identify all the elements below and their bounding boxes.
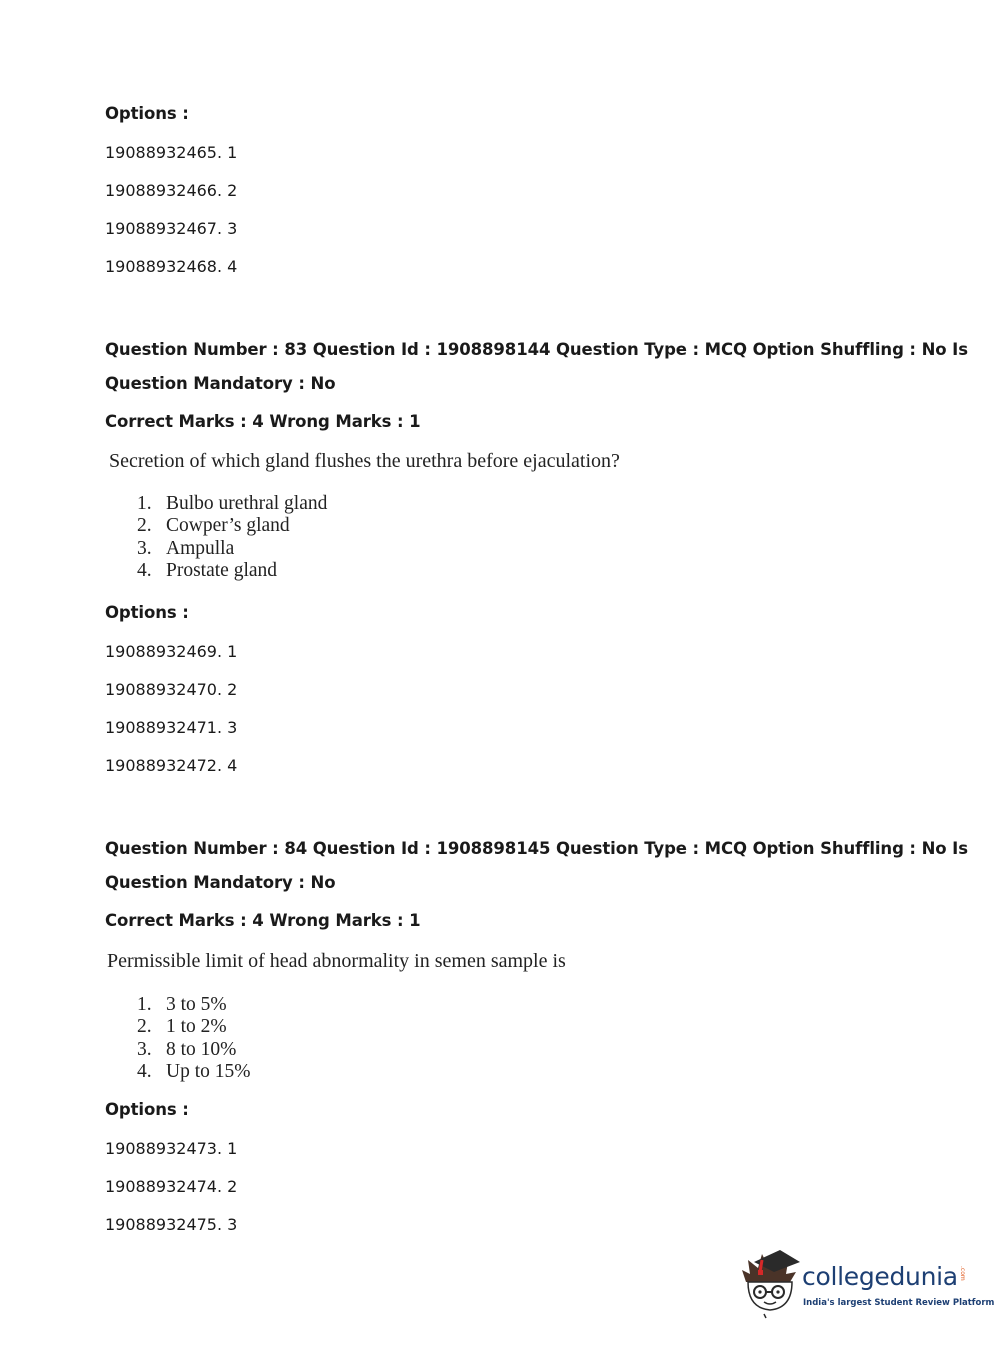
logo-tagline: India's largest Student Review Platform [803, 1298, 995, 1308]
answer-choices [137, 994, 251, 1083]
logo-wordmark: collegedunia [802, 1262, 958, 1291]
option-item: 19088932475. 3 [105, 1215, 238, 1234]
options-label: Options : [105, 1100, 189, 1119]
option-item: 19088932465. 1 [105, 143, 238, 162]
option-item: 19088932474. 2 [105, 1177, 238, 1196]
answer-choice: 4. Up to 15% [137, 1060, 251, 1082]
question-header: Question Number : 83 Question Id : 1908898144 Question Type : MCQ Option Shuffling : No Is [105, 340, 968, 359]
option-item: 19088932466. 2 [105, 181, 238, 200]
question-mandatory: Question Mandatory : No [105, 374, 336, 393]
option-item: 19088932467. 3 [105, 219, 238, 238]
mascot-icon [740, 1248, 802, 1320]
answer-choice: 2. Cowper’s gland [137, 515, 290, 537]
collegedunia-logo [740, 1248, 995, 1320]
answer-choice: 2. 1 to 2% [137, 1016, 227, 1038]
question-marks: Correct Marks : 4 Wrong Marks : 1 [105, 412, 421, 431]
option-item: 19088932471. 3 [105, 718, 238, 737]
logo-com: .com [959, 1266, 966, 1281]
question-marks: Correct Marks : 4 Wrong Marks : 1 [105, 911, 421, 930]
question-mandatory: Question Mandatory : No [105, 873, 336, 892]
question-text: Secretion of which gland flushes the urethra before ejaculation? [109, 450, 620, 472]
options-label: Options : [105, 104, 189, 123]
answer-choices [137, 493, 327, 582]
option-item: 19088932472. 4 [105, 756, 238, 775]
answer-choice: 4. Prostate gland [137, 559, 278, 581]
answer-choice: 1. 3 to 5% [137, 994, 227, 1015]
question-header: Question Number : 84 Question Id : 1908898145 Question Type : MCQ Option Shuffling : No Is [105, 839, 968, 858]
options-label: Options : [105, 603, 189, 622]
answer-choice: 3. Ampulla [137, 537, 235, 559]
option-item: 19088932468. 4 [105, 257, 238, 276]
option-item: 19088932470. 2 [105, 680, 238, 699]
option-item: 19088932469. 1 [105, 642, 238, 661]
answer-choice: 1. Bulbo urethral gland [137, 493, 328, 514]
question-text: Permissible limit of head abnormality in semen sample is [107, 950, 566, 972]
answer-choice: 3. 8 to 10% [137, 1038, 237, 1060]
option-item: 19088932473. 1 [105, 1139, 238, 1158]
